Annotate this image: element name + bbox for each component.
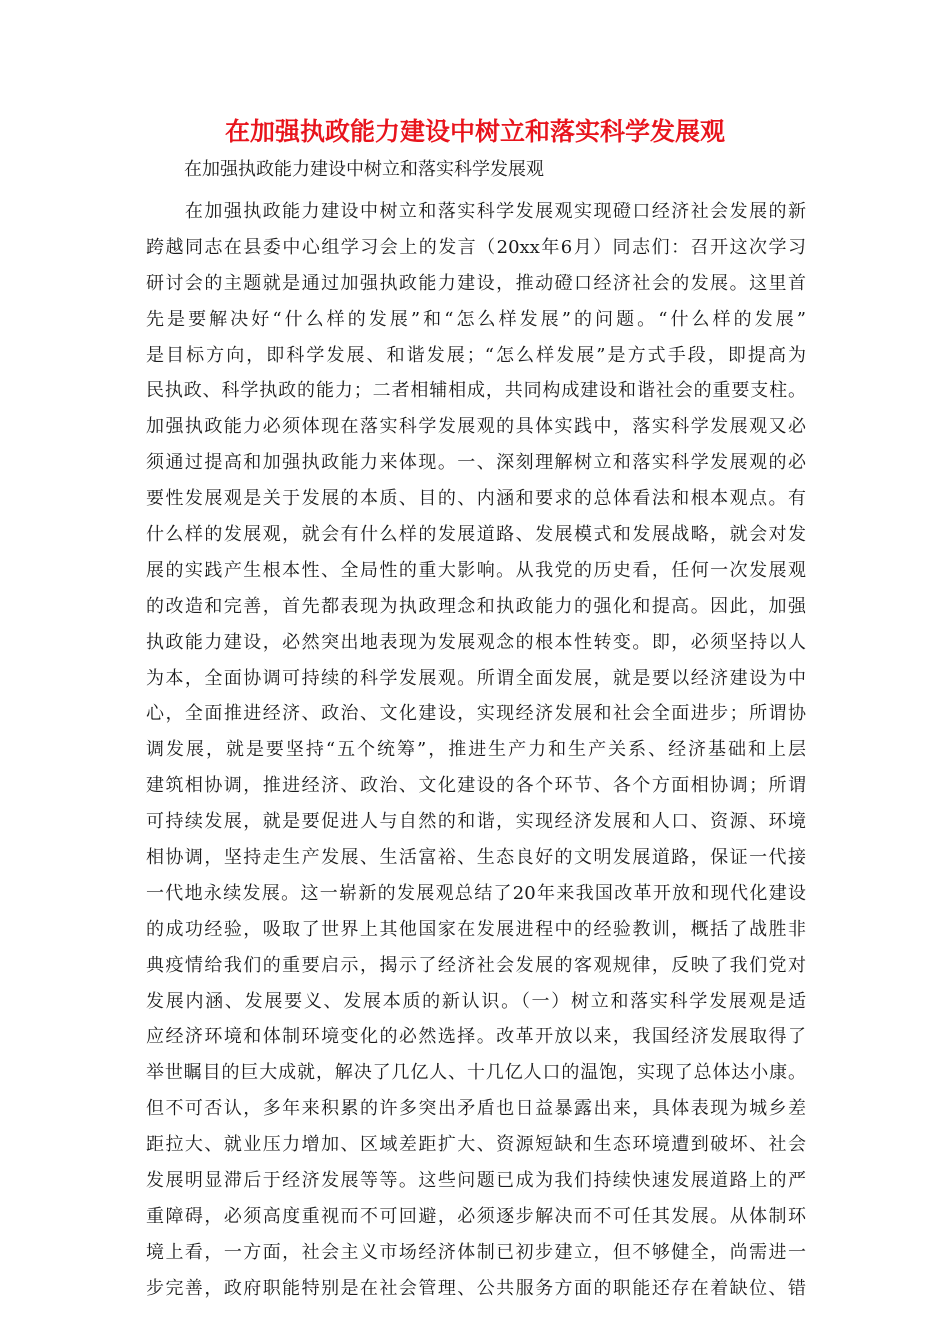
body-text-line: 民执政、科学执政的能力；二者相辅相成，共同构成建设和谐社会的重要支柱。 — [146, 380, 806, 402]
body-text-line: 调发展，就是要坚持“五个统筹”，推进生产力和生产关系、经济基础和上层 — [146, 739, 806, 761]
body-text-line: 境上看，一方面，社会主义市场经济体制已初步建立，但不够健全，尚需进一 — [146, 1241, 806, 1263]
body-text-line: 为本，全面协调可持续的科学发展观。所谓全面发展，就是要以经济建设为中 — [146, 667, 806, 689]
body-text-line: 心，全面推进经济、政治、文化建设，实现经济发展和社会全面进步；所谓协 — [146, 703, 806, 725]
body-text-line: 举世瞩目的巨大成就，解决了几亿人、十几亿人口的温饱，实现了总体达小康。 — [146, 1062, 806, 1084]
document-title: 在加强执政能力建设中树立和落实科学发展观 — [224, 117, 725, 146]
body-text-line: 要性发展观是关于发展的本质、目的、内涵和要求的总体看法和根本观点。有 — [146, 488, 806, 510]
body-text-line: 重障碍，必须高度重视而不可回避，必须逐步解决而不可任其发展。从体制环 — [146, 1205, 806, 1227]
body-text-line: 什么样的发展观，就会有什么样的发展道路、发展模式和发展战略，就会对发 — [146, 524, 806, 546]
body-text-line: 加强执政能力必须体现在落实科学发展观的具体实践中，落实科学发展观又必 — [146, 416, 806, 438]
body-text-line: 在加强执政能力建设中树立和落实科学发展观实现磴口经济社会发展的新 — [146, 201, 806, 222]
body-text-line: 典疫情给我们的重要启示，揭示了经济社会发展的客观规律，反映了我们党对 — [146, 954, 806, 976]
body-text-line: 先是要解决好“什么样的发展”和“怎么样发展”的问题。“什么样的发展” — [146, 308, 806, 330]
body-text-line: 执政能力建设，必然突出地表现为发展观念的根本性转变。即，必须坚持以人 — [146, 631, 806, 653]
body-text-line: 一代地永续发展。这一崭新的发展观总结了20年来我国改革开放和现代化建设 — [146, 882, 806, 904]
body-text-line: 发展明显滞后于经济发展等等。这些问题已成为我们持续快速发展道路上的严 — [146, 1170, 806, 1192]
body-text-line: 但不可否认，多年来积累的许多突出矛盾也日益暴露出来，具体表现为城乡差 — [146, 1098, 806, 1120]
body-text-line: 的改造和完善，首先都表现为执政理念和执政能力的强化和提高。因此，加强 — [146, 595, 806, 617]
document-subtitle: 在加强执政能力建设中树立和落实科学发展观 — [184, 159, 544, 180]
body-text-line: 是目标方向，即科学发展、和谐发展；“怎么样发展”是方式手段，即提高为 — [146, 344, 806, 366]
body-text-line: 距拉大、就业压力增加、区域差距扩大、资源短缺和生态环境遭到破坏、社会 — [146, 1134, 806, 1156]
body-text-line: 建筑相协调，推进经济、政治、文化建设的各个环节、各个方面相协调；所谓 — [146, 775, 806, 797]
body-text-line: 跨越同志在县委中心组学习会上的发言（20xx年6月）同志们：召开这次学习 — [146, 236, 806, 258]
body-text-line: 步完善，政府职能特别是在社会管理、公共服务方面的职能还存在着缺位、错 — [146, 1277, 806, 1299]
body-text-line: 发展内涵、发展要义、发展本质的新认识。（一）树立和落实科学发展观是适 — [146, 990, 806, 1012]
body-text-line: 应经济环境和体制环境变化的必然选择。改革开放以来，我国经济发展取得了 — [146, 1026, 806, 1048]
body-text-line: 须通过提高和加强执政能力来体现。一、深刻理解树立和落实科学发展观的必 — [146, 452, 806, 474]
document-body — [146, 194, 806, 1307]
body-text-line: 相协调，坚持走生产发展、生活富裕、生态良好的文明发展道路，保证一代接 — [146, 847, 806, 869]
body-text-line: 可持续发展，就是要促进人与自然的和谐，实现经济发展和人口、资源、环境 — [146, 811, 806, 833]
body-text-line: 展的实践产生根本性、全局性的重大影响。从我党的历史看，任何一次发展观 — [146, 559, 806, 581]
body-text-line: 的成功经验，吸取了世界上其他国家在发展进程中的经验教训，概括了战胜非 — [146, 918, 806, 940]
body-text-line: 研讨会的主题就是通过加强执政能力建设，推动磴口经济社会的发展。这里首 — [146, 272, 806, 294]
